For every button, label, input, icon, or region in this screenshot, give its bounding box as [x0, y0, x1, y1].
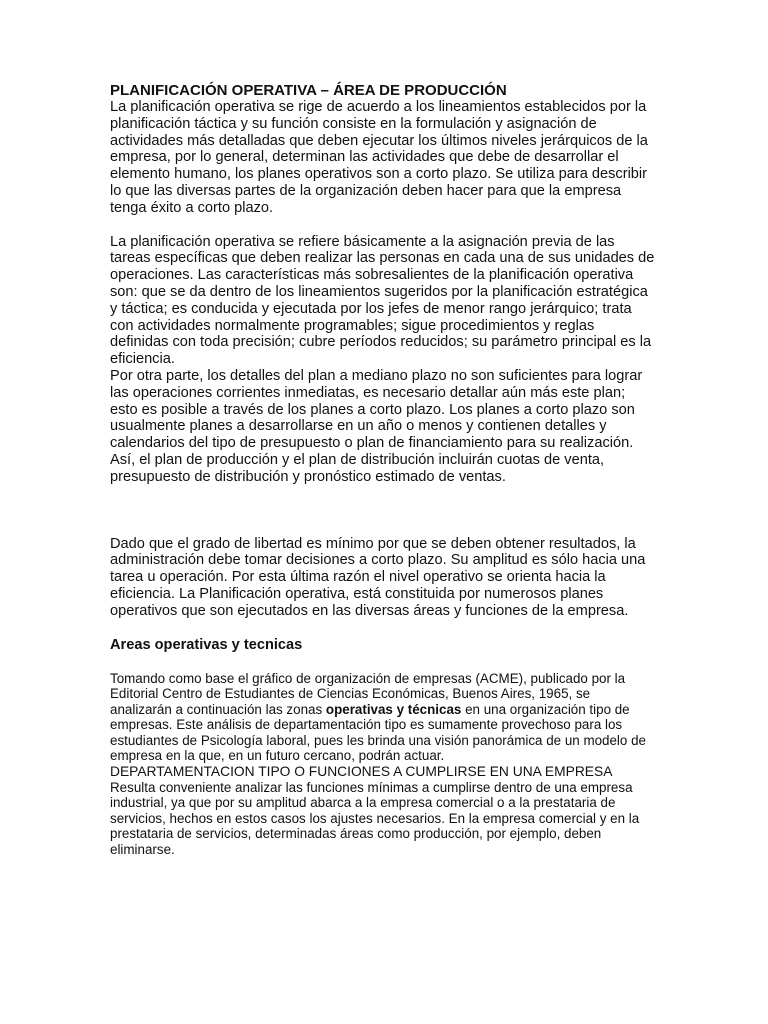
spacer: [110, 217, 655, 234]
spacer: [110, 620, 655, 637]
spacer: [110, 486, 655, 536]
document-page: [110, 82, 655, 858]
paragraph-definition: La planificación operativa se refiere básicamente a la asignación previa de las tareas específicas que deben realizar las personas en cada una de sus unidades de operaciones. Las características más sobresalientes de la planificación operativa son: que se da dentro de los lineamientos sugeridos por la planificación estratégica y táctica; es conducida y ejecutada por los jefes de menor rango jerárquico; trata con actividades normalmente programables; sigue procedimientos y reglas definidas con toda precisión; cubre períodos reducidos; su parámetro principal es la eficiencia.: [110, 233, 655, 368]
paragraph-short-term-plans: Por otra parte, los detalles del plan a mediano plazo no son suficientes para lograr las operaciones corrientes inmediatas, es necesario detallar aún más este plan; esto es posible a través de los planes a corto plazo. Los planes a corto plazo son usualmente planes a desarrollarse en un año o menos y contienen detalles y calendarios del tipo de presupuesto o plan de financiamiento para su realización. Así, el plan de producción y el plan de distribución incluirán cuotas de venta, presupuesto de distribución y pronóstico estimado de ventas.: [110, 367, 643, 485]
paragraph-freedom: Dado que el grado de libertad es mínimo por que se deben obtener resultados, la administración debe tomar decisiones a corto plazo. Su amplitud es sólo hacia una tarea u operación. Por esta última razón el nivel operativo se orienta hacia la eficiencia. La Planificación operativa, está constituida por numerosos planes operativos que son ejecutados en las diversas áreas y funciones de la empresa.: [110, 535, 646, 619]
spacer: [110, 654, 655, 671]
paragraph-functions: Resulta conveniente analizar las funciones mínimas a cumplirse dentro de una empresa industrial, ya que por su amplitud abarca a la empresa comercial o a la prestataria de servicios, hechos en estos casos los ajustes necesarios. En la empresa comercial y en la prestataria de servicios, determinadas áreas como producción, por ejemplo, deben eliminarse.: [110, 779, 640, 858]
paragraph-acme-start: Tomando como base el gráfico de organización de empresas (ACME), publicado por la Editorial Centro de Estudiantes de Ciencias Económicas, Buenos Aires, 1965, se analizarán a continuación las zonas: [110, 670, 626, 717]
paragraph-intro: La planificación operativa se rige de acuerdo a los lineamientos establecidos por la planificación táctica y su función consiste en la formulación y asignación de actividades más detalladas que deben ejecutar los últimos niveles jerárquicos de la empresa, por lo general, determinan las actividades que debe de desarrollar el elemento humano, los planes operativos son a corto plazo. Se utiliza para describir lo que las diversas partes de la organización deben hacer para que la empresa tenga éxito a corto plazo.: [110, 99, 648, 216]
caps-heading: DEPARTAMENTACION TIPO O FUNCIONES A CUMPLIRSE EN UNA EMPRESA: [110, 764, 613, 780]
paragraph-acme-end: en una organización tipo de empresas. Este análisis de departamentación tipo es sumamente provechoso para los estudiantes de Psicología laboral, pues les brinda una visión panorámica de un modelo de empresa en la que, en un futuro cercano, podrán actuar.: [110, 701, 646, 764]
document-title: PLANIFICACIÓN OPERATIVA – ÁREA DE PRODUCCIÓN: [110, 82, 507, 99]
paragraph-acme-bold: operativas y técnicas: [325, 701, 462, 717]
paragraph-acme: [110, 671, 655, 765]
section-heading: Areas operativas y tecnicas: [110, 636, 303, 653]
